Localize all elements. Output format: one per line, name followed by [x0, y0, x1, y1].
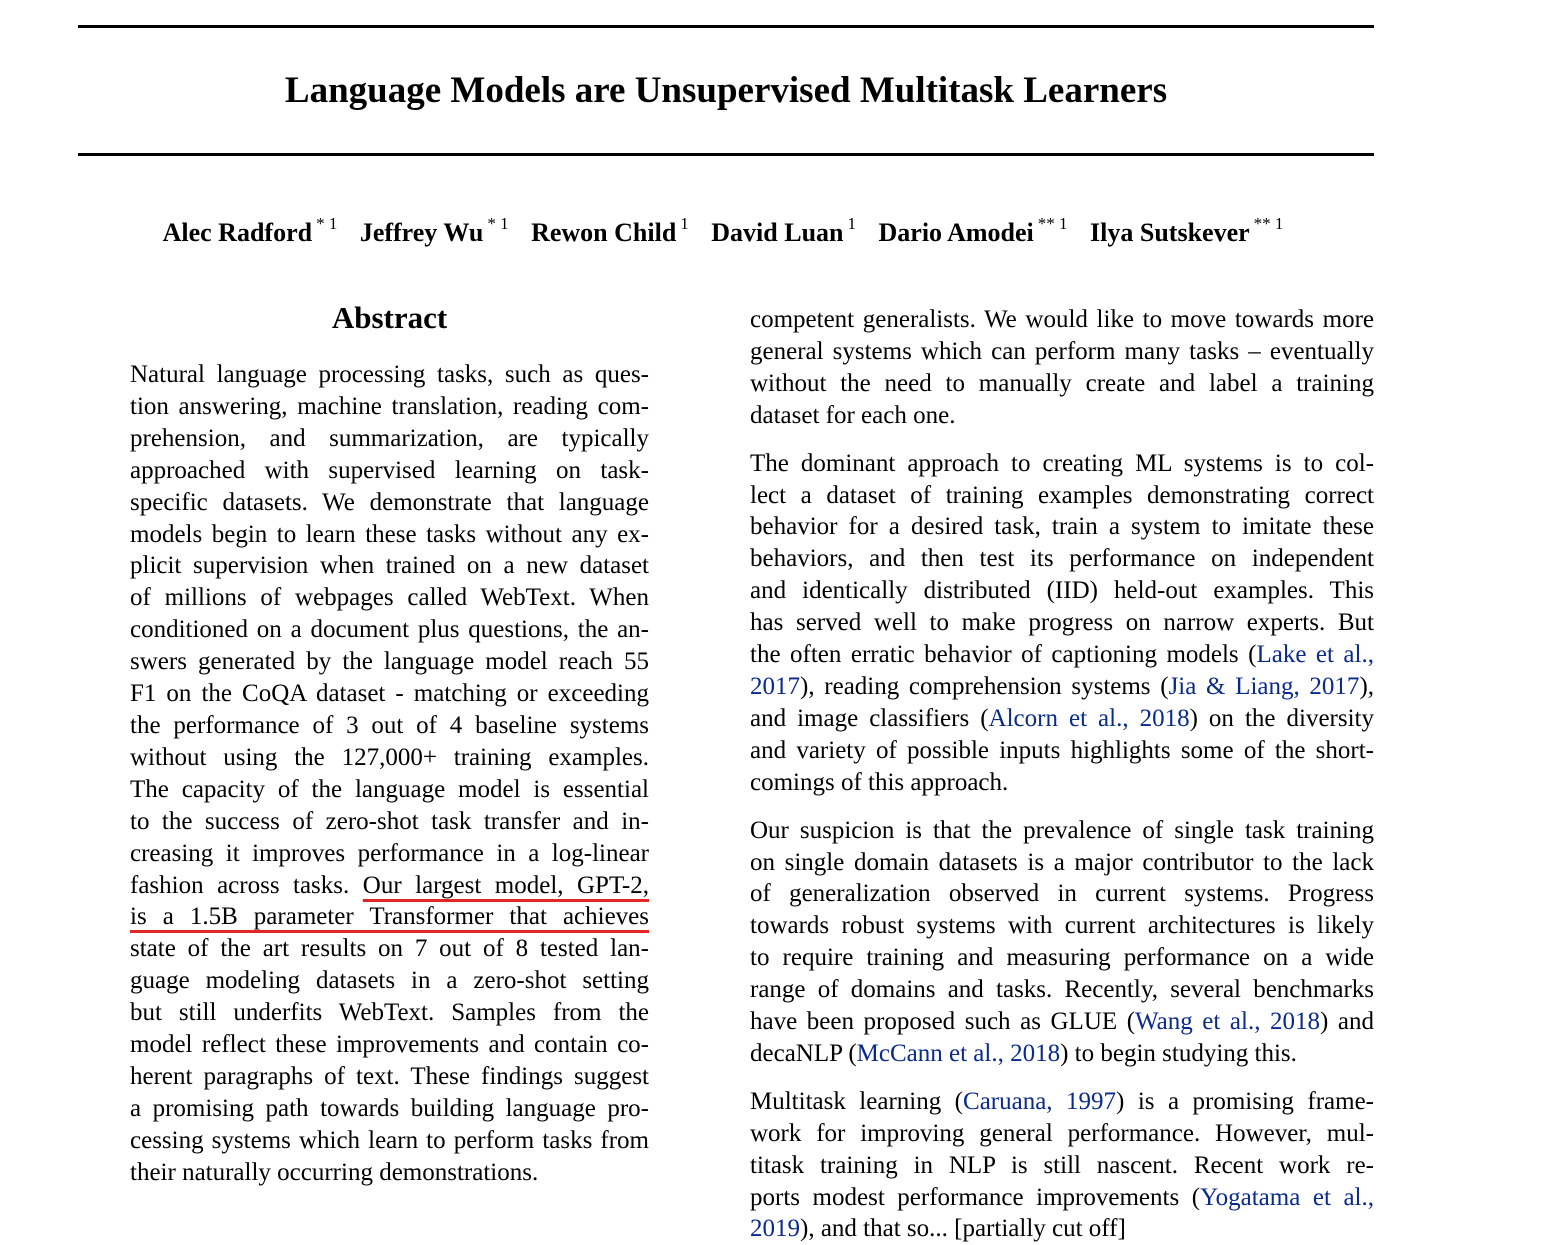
citation-link[interactable]: Yogatama et al.,: [1200, 1183, 1374, 1211]
text-line: ports modest performance improvements (Yogatama et al.,: [750, 1183, 1374, 1211]
text-line: but still underfits WebText. Samples from the: [130, 999, 649, 1027]
citation-link[interactable]: Jia & Liang, 2017: [1168, 672, 1360, 700]
citation-link[interactable]: 2019: [750, 1215, 800, 1243]
text-line: comings of this approach.: [750, 768, 1009, 796]
intro-body: [750, 304, 1374, 1245]
text-line: prehension, and summarization, are typically: [130, 424, 649, 452]
text-line: their naturally occurring demonstrations.: [130, 1158, 539, 1186]
paragraph: [750, 1086, 1374, 1245]
text-line: general systems which can perform many tasks – eventually: [750, 337, 1374, 365]
paper-title: Language Models are Unsupervised Multitask Learners: [284, 70, 1168, 111]
text-line: work for improving general performance. However, mul-: [750, 1119, 1374, 1147]
author: Dario Amodei $^{** 1}$: [878, 214, 1068, 247]
text-line: and identically distributed (IID) held-out examples. This: [750, 577, 1374, 605]
abstract-body: [130, 359, 649, 1189]
text-line: herent paragraphs of text. These findings suggest: [130, 1062, 649, 1090]
text-line: have been proposed such as GLUE (Wang et al., 2018) and: [750, 1008, 1374, 1036]
text-line: F1 on the CoQA dataset - matching or exceeding: [130, 680, 649, 708]
text-line: without using the 127,000+ training examples.: [130, 743, 649, 771]
text-line: The dominant approach to creating ML systems is to col-: [750, 449, 1374, 477]
text-line: on single domain datasets is a major contributor to the lack: [750, 848, 1374, 876]
highlighted-text: Our largest model, GPT-2,: [362, 871, 650, 899]
text-line: lect a dataset of training examples demonstrating correct: [750, 481, 1374, 509]
author: Jeffrey Wu $^{* 1}$: [359, 214, 509, 247]
citation-link[interactable]: Caruana, 1997: [963, 1087, 1117, 1115]
text-line: guage modeling datasets in a zero-shot setting: [130, 967, 649, 995]
paragraph: [750, 304, 1374, 432]
text-line: range of domains and tasks. Recently, several benchmarks: [750, 976, 1374, 1004]
text-line: swers generated by the language model reach 55: [130, 648, 649, 676]
paragraph: [750, 448, 1374, 799]
text-line: models begin to learn these tasks without any ex-: [130, 520, 649, 548]
paragraph: [750, 815, 1374, 1070]
text-line: model reflect these improvements and contain co-: [130, 1031, 649, 1059]
author: Ilya Sutskever $^{** 1}$: [1090, 214, 1284, 247]
text-line: of millions of webpages called WebText. When: [130, 584, 649, 612]
abstract-heading: Abstract: [331, 300, 448, 335]
text-line: 2017), reading comprehension systems (Jia & Liang, 2017),: [750, 672, 1375, 700]
text-line: competent generalists. We would like to move towards more: [750, 306, 1374, 333]
text-line: approached with supervised learning on task-: [130, 456, 649, 484]
top-rule: [78, 25, 1374, 28]
author: David Luan $^1$: [711, 214, 857, 247]
citation-link[interactable]: Wang et al., 2018: [1135, 1008, 1321, 1036]
text-line: Multitask learning (Caruana, 1997) is a promising frame-: [750, 1087, 1374, 1115]
text-line: Our suspicion is that the prevalence of single task training: [750, 816, 1374, 844]
text-line: The capacity of the language model is essential: [130, 775, 649, 803]
author-list: [0, 208, 1446, 251]
text-line: creasing it improves performance in a log-linear: [130, 839, 649, 867]
citation-link[interactable]: Alcorn et al., 2018: [988, 704, 1190, 732]
text-line: the performance of 3 out of 4 baseline systems: [130, 711, 649, 739]
citation-link[interactable]: Lake et al.,: [1256, 641, 1374, 669]
text-line: the often erratic behavior of captioning models (Lake et al.,: [750, 641, 1374, 669]
text-line: cessing systems which learn to perform tasks from: [130, 1126, 649, 1154]
text-line: without the need to manually create and label a training: [750, 369, 1374, 397]
text-line: a promising path towards building language pro-: [130, 1094, 649, 1122]
bottom-rule: [78, 153, 1374, 156]
text-line: of generalization observed in current systems. Progress: [750, 880, 1374, 908]
text-line: has served well to make progress on narrow experts. But: [750, 609, 1374, 637]
text-line: titask training in NLP is still nascent. Recent work re-: [750, 1151, 1374, 1179]
text-line: towards robust systems with current architectures is likely: [750, 912, 1374, 940]
citation-link[interactable]: McCann et al., 2018: [856, 1039, 1061, 1067]
text-line: and variety of possible inputs highlights some of the short-: [750, 736, 1374, 764]
text-line: conditioned on a document plus questions, the an-: [130, 616, 649, 644]
text-line: tion answering, machine translation, reading com-: [130, 392, 649, 420]
citation-link[interactable]: 2017: [750, 672, 800, 700]
text-line: dataset for each one.: [750, 401, 956, 429]
text-line: and image classifiers (Alcorn et al., 2018) on the diversity: [750, 704, 1375, 732]
author: Rewon Child $^1$: [531, 214, 689, 247]
text-line: Natural language processing tasks, such as ques-: [130, 361, 649, 388]
text-line: fashion across tasks. Our largest model, GPT-2,: [130, 871, 650, 899]
text-line: plicit supervision when trained on a new dataset: [130, 552, 649, 580]
text-line: behavior for a desired task, train a system to imitate these: [750, 513, 1374, 541]
text-line: decaNLP (McCann et al., 2018) to begin studying this.: [750, 1039, 1297, 1067]
text-line: specific datasets. We demonstrate that language: [130, 488, 649, 516]
text-line: to the success of zero-shot task transfer and in-: [130, 807, 649, 835]
author: Alec Radford $^{* 1}$: [162, 214, 338, 247]
text-line: 2019), and that so... [partially cut off]: [750, 1215, 1126, 1243]
highlighted-text: is a 1.5B parameter Transformer that achieves: [130, 903, 649, 931]
text-line: to require training and measuring performance on a wide: [750, 944, 1374, 972]
text-line: state of the art results on 7 out of 8 tested lan-: [130, 935, 649, 963]
text-line: behaviors, and then test its performance on independent: [750, 545, 1374, 573]
